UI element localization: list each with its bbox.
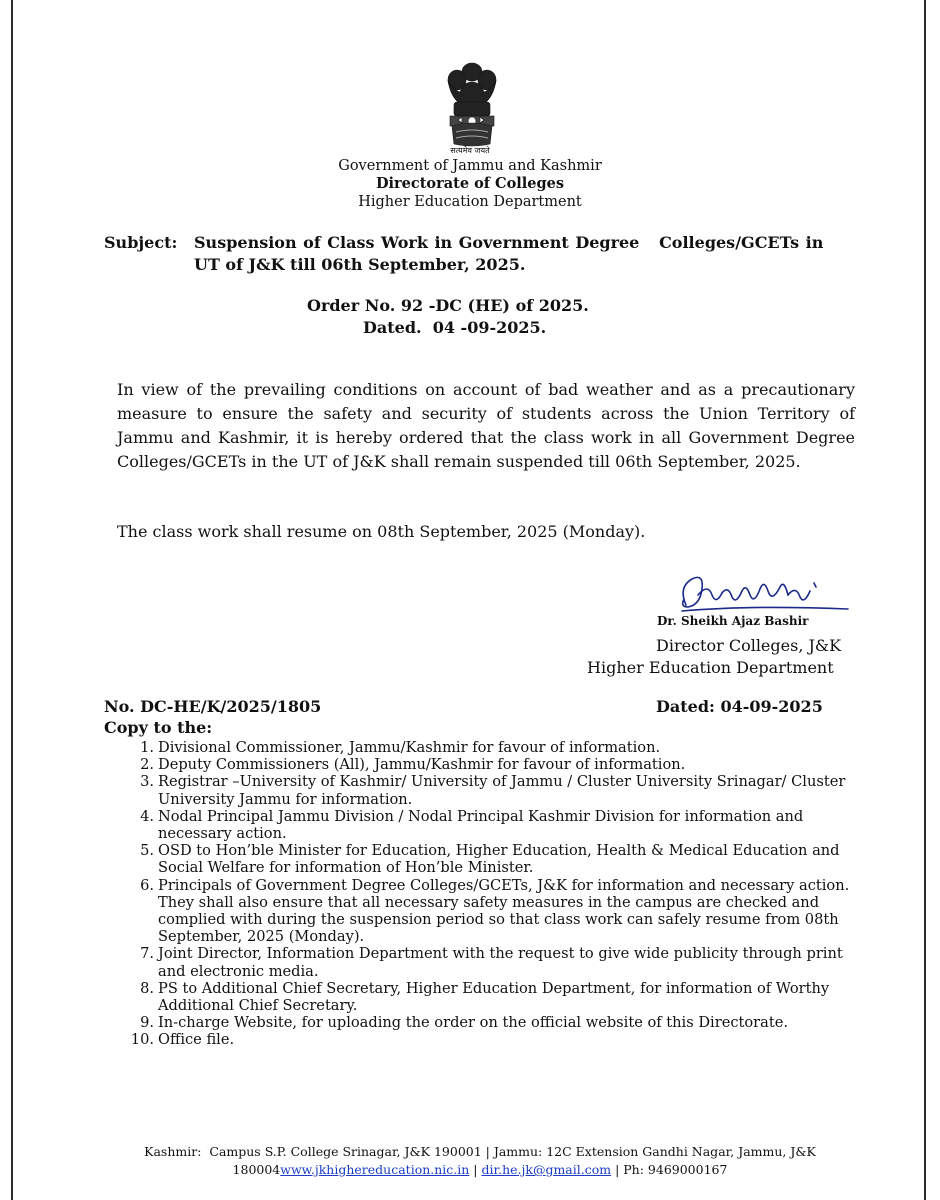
list-item [104,877,856,946]
list-item [104,945,856,979]
page-border-left [11,0,13,1200]
list-item-number: 3. [140,773,154,791]
list-item-text: Nodal Principal Jammu Division / Nodal Principal Kashmir Division for information and necessary action. [158,807,804,843]
copy-to-heading: Copy to the: [104,718,213,737]
list-item-number: 9. [140,1014,154,1032]
footer-email-link[interactable]: dir.he.jk@gmail.com [481,1162,612,1177]
page-border-right [924,0,926,1200]
list-item-number: 10. [130,1031,154,1049]
list-item [104,980,856,1014]
list-item-text: Divisional Commissioner, Jammu/Kashmir for favour of information. [158,739,661,756]
list-item-number: 5. [140,842,154,860]
footer-phone: | Ph: 9469000167 [611,1162,728,1177]
list-item-text: OSD to Hon’ble Minister for Education, Higher Education, Health & Medical Education and Social Welfare for information of Hon’ble Minister. [158,842,840,877]
resume-statement: The class work shall resume on 08th September, 2025 (Monday). [117,522,646,541]
list-item [104,756,856,773]
list-item-text: Office file. [158,1031,235,1049]
national-emblem-icon [440,60,504,156]
list-item-text: Deputy Commissioners (All), Jammu/Kashmir for favour of information. [158,756,686,774]
subject-line-2: UT of J&K till 06th September, 2025. [194,255,526,274]
header-government: Government of Jammu and Kashmir [338,158,602,174]
copy-list [104,739,856,1049]
list-item [104,842,856,876]
footer-pin: 180004 [232,1162,281,1177]
footer-separator: | [469,1162,482,1177]
list-item [104,1014,856,1031]
signatory-name: Dr. Sheikh Ajaz Bashir [657,614,809,628]
list-item [104,808,856,842]
reference-number: No. DC-HE/K/2025/1805 [104,697,322,716]
list-item [104,773,856,807]
footer-address: Kashmir: Campus S.P. College Srinagar, J&K 190001 | Jammu: 12C Extension Gandhi Nagar, Jammu, J&K [144,1144,816,1159]
signatory-department: Higher Education Department [587,658,834,677]
emblem-motto: सत्यमेव जयते [450,146,490,155]
subject-label: Subject: [104,233,178,252]
subject-line-1: Suspension of Class Work in Government Degree Colleges/GCETs in [194,233,824,252]
list-item [104,739,856,756]
list-item-text: Principals of Government Degree Colleges/GCETs, J&K for information and necessary action. They shall also ensure that all necessary safety measures in the campus are checked and complied with during the suspension period so that class work can safely resume from 08th September, 2025 (Monday). [158,876,850,946]
order-paragraph: In view of the prevailing conditions on account of bad weather and as a precautionary measure to ensure the safety and security of students across the Union Territory of Jammu and Kashmir, it is hereby ordered that the class work in all Government Degree Colleges/GCETs in the UT of J&K shall remain suspended till 06th September, 2025. [117,380,855,471]
footer-website-link[interactable]: www.jkhighereducation.nic.in [280,1162,470,1177]
list-item-text: Joint Director, Information Department with the request to give wide publicity through print and electronic media. [158,945,843,980]
list-item-number: 7. [140,945,154,963]
list-item-text: Registrar –University of Kashmir/ University of Jammu / Cluster University Srinagar/ Cluster University Jammu for information. [158,773,846,808]
footer-contact [130,1161,830,1179]
list-item-number: 6. [140,876,154,894]
list-item [104,1031,856,1048]
list-item-number: 1. [140,739,154,756]
order-date: Dated. 04 -09-2025. [363,318,547,337]
header-directorate: Directorate of Colleges [375,175,565,192]
reference-date: Dated: 04-09-2025 [656,697,823,716]
list-item-text: In-charge Website, for uploading the order on the official website of this Directorate. [158,1014,788,1032]
header-department: Higher Education Department [358,194,582,210]
list-item-number: 2. [140,756,154,774]
list-item-number: 4. [140,807,154,825]
list-item-number: 8. [140,979,154,997]
order-number: Order No. 92 -DC (HE) of 2025. [307,296,589,315]
list-item-text: PS to Additional Chief Secretary, Higher Education Department, for information of Worthy Additional Chief Secretary. [158,979,830,1015]
signatory-designation: Director Colleges, J&K [656,636,842,655]
